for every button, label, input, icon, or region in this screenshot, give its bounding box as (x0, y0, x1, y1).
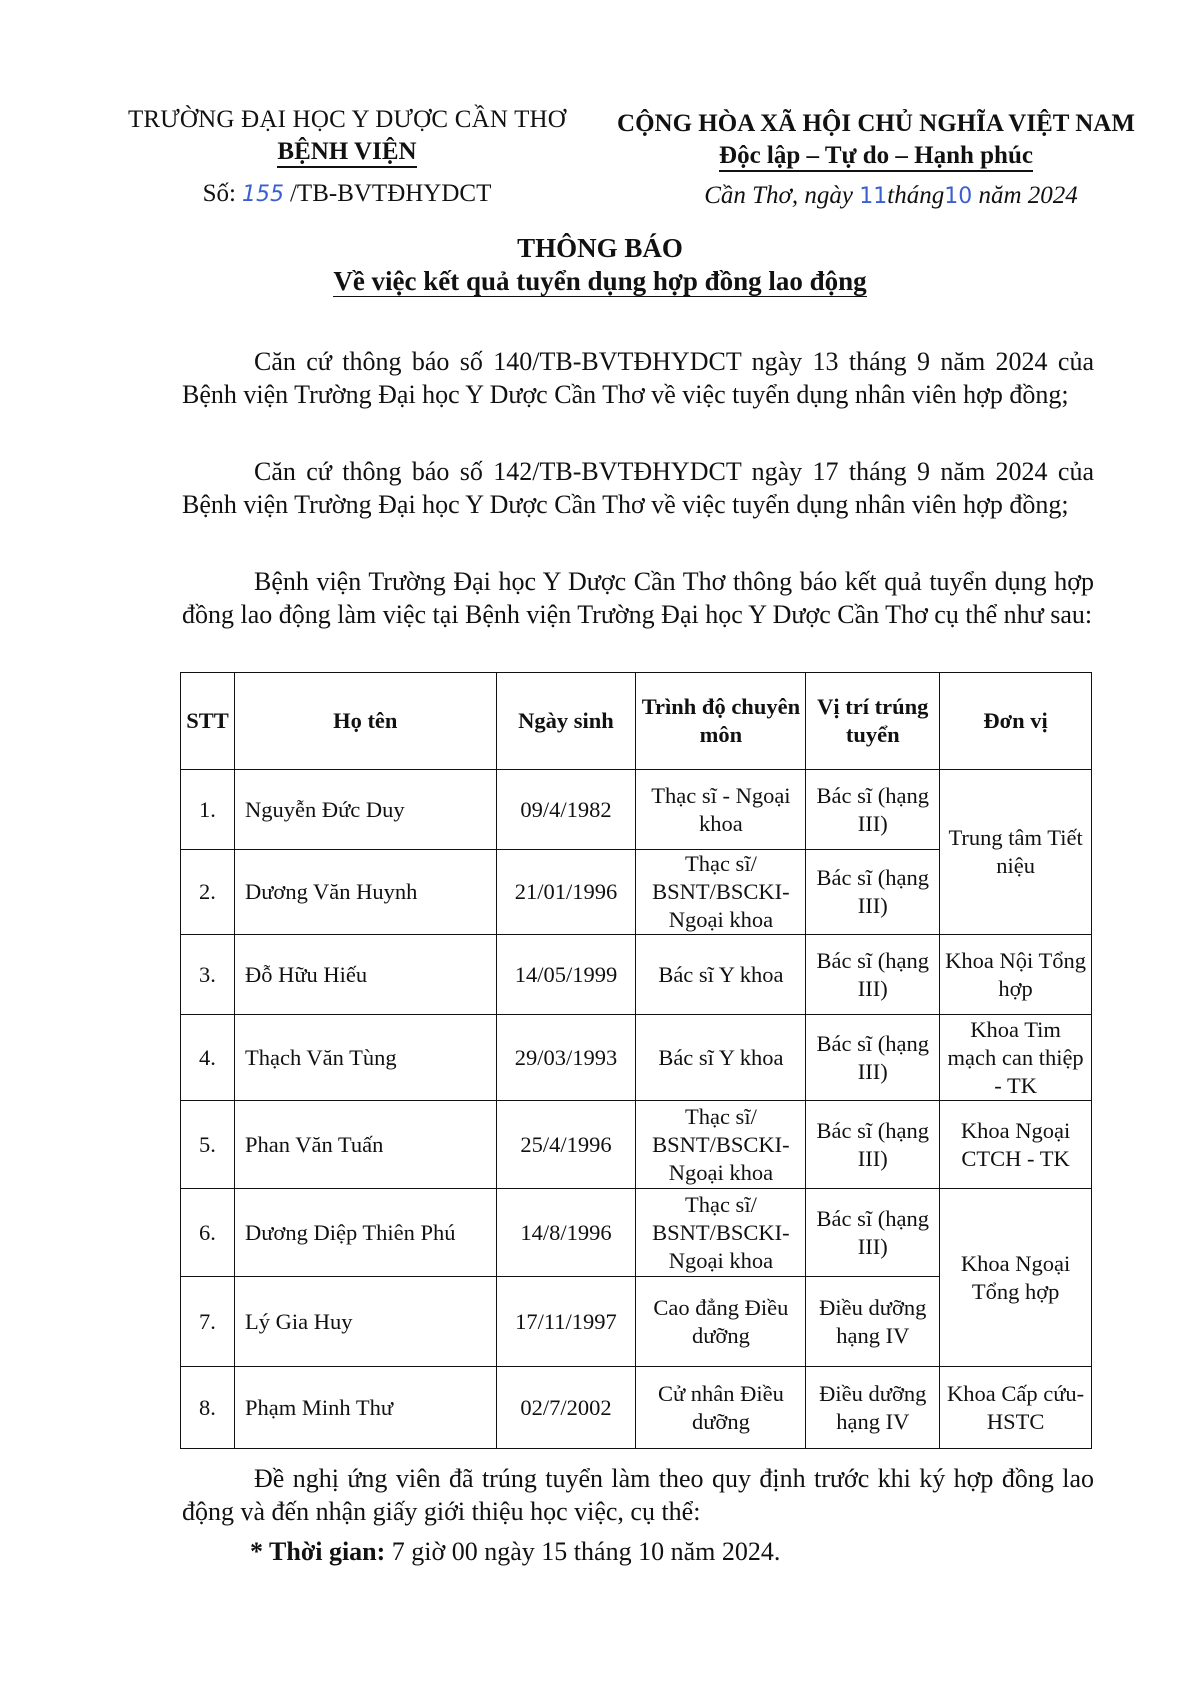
cell-unit: Khoa Ngoại CTCH - TK (940, 1101, 1092, 1189)
cell-stt: 8. (181, 1367, 235, 1449)
cell-name: Dương Văn Huynh (234, 850, 496, 935)
cell-position: Bác sĩ (hạng III) (806, 1015, 940, 1101)
cell-dob: 29/03/1993 (496, 1015, 636, 1101)
cell-qualification: Bác sĩ Y khoa (636, 935, 806, 1015)
paragraph-time (250, 1535, 780, 1568)
cell-dob: 17/11/1997 (496, 1277, 636, 1367)
cell-qualification: Bác sĩ Y khoa (636, 1015, 806, 1101)
column-header: STT (181, 673, 235, 770)
cell-name: Dương Diệp Thiên Phú (234, 1189, 496, 1277)
cell-unit: Khoa Tim mạch can thiệp - TK (940, 1015, 1092, 1101)
cell-name: Thạch Văn Tùng (234, 1015, 496, 1101)
cell-position: Điều dưỡng hạng IV (806, 1367, 940, 1449)
table-row (181, 935, 1092, 1015)
column-header: Họ tên (234, 673, 496, 770)
cell-position: Điều dưỡng hạng IV (806, 1277, 940, 1367)
cell-dob: 25/4/1996 (496, 1101, 636, 1189)
title-subject: Về việc kết quả tuyển dụng hợp đồng lao động (333, 266, 867, 296)
cell-stt: 5. (181, 1101, 235, 1189)
cell-position: Bác sĩ (hạng III) (806, 1101, 940, 1189)
cell-qualification: Cao đẳng Điều dưỡng (636, 1277, 806, 1367)
cell-dob: 02/7/2002 (496, 1367, 636, 1449)
document-title (0, 232, 1200, 298)
time-value: 7 giờ 00 ngày 15 tháng 10 năm 2024. (385, 1537, 781, 1566)
cell-name: Nguyễn Đức Duy (234, 770, 496, 850)
paragraph-basis-1: Căn cứ thông báo số 140/TB-BVTĐHYDCT ngày 13 tháng 9 năm 2024 của Bệnh viện Trường Đại học Y Dược Cần Thơ về việc tuyển dụng nhân viên hợp đồng; (182, 347, 1094, 409)
results-table (180, 672, 1092, 1449)
cell-qualification: Cử nhân Điều dưỡng (636, 1367, 806, 1449)
document-number: Số: 155 /TB-BVTĐHYDCT (202, 180, 492, 207)
cell-name: Phan Văn Tuấn (234, 1101, 496, 1189)
paragraph-announcement: Bệnh viện Trường Đại học Y Dược Cần Thơ thông báo kết quả tuyển dụng hợp đồng lao động làm việc tại Bệnh viện Trường Đại học Y Dược Cần Thơ cụ thể như sau: (182, 567, 1094, 629)
place-date: Cần Thơ, ngày 11tháng10 năm 2024 (704, 182, 1078, 209)
cell-position: Bác sĩ (hạng III) (806, 850, 940, 935)
handwritten-number: 155 (241, 182, 284, 207)
table-row (181, 1015, 1092, 1101)
column-header: Trình độ chuyên môn (636, 673, 806, 770)
cell-unit: Trung tâm Tiết niệu (940, 770, 1092, 935)
title-heading: THÔNG BÁO (517, 233, 683, 263)
time-label: * Thời gian: (250, 1537, 386, 1566)
cell-position: Bác sĩ (hạng III) (806, 770, 940, 850)
cell-position: Bác sĩ (hạng III) (806, 935, 940, 1015)
table-row (181, 1101, 1092, 1189)
column-header: Vị trí trúng tuyển (806, 673, 940, 770)
paragraph-basis-2: Căn cứ thông báo số 142/TB-BVTĐHYDCT ngày 17 tháng 9 năm 2024 của Bệnh viện Trường Đại học Y Dược Cần Thơ về việc tuyển dụng nhân viên hợp đồng; (182, 457, 1094, 519)
cell-dob: 09/4/1982 (496, 770, 636, 850)
table-row (181, 1189, 1092, 1277)
issuer-org: TRƯỜNG ĐẠI HỌC Y DƯỢC CẦN THƠ (127, 106, 567, 133)
cell-stt: 3. (181, 935, 235, 1015)
table-row (181, 770, 1092, 850)
cell-stt: 4. (181, 1015, 235, 1101)
cell-stt: 7. (181, 1277, 235, 1367)
cell-name: Phạm Minh Thư (234, 1367, 496, 1449)
table-header-row (181, 673, 1092, 770)
cell-name: Lý Gia Huy (234, 1277, 496, 1367)
cell-stt: 2. (181, 850, 235, 935)
handwritten-month: 10 (944, 184, 973, 209)
issuer-block (112, 104, 582, 211)
paragraph-request: Đề nghị ứng viên đã trúng tuyển làm theo quy định trước khi ký hợp đồng lao động và đến nhận giấy giới thiệu học việc, cụ thể: (182, 1464, 1094, 1526)
cell-qualification: Thạc sĩ/ BSNT/BSCKI- Ngoại khoa (636, 850, 806, 935)
cell-unit: Khoa Nội Tổng hợp (940, 935, 1092, 1015)
cell-name: Đỗ Hữu Hiếu (234, 935, 496, 1015)
cell-qualification: Thạc sĩ - Ngoại khoa (636, 770, 806, 850)
issuer-sub-org: BỆNH VIỆN (112, 136, 582, 168)
cell-dob: 14/05/1999 (496, 935, 636, 1015)
column-header: Ngày sinh (496, 673, 636, 770)
national-heading (596, 108, 1156, 213)
cell-position: Bác sĩ (hạng III) (806, 1189, 940, 1277)
cell-stt: 6. (181, 1189, 235, 1277)
cell-stt: 1. (181, 770, 235, 850)
cell-dob: 21/01/1996 (496, 850, 636, 935)
national-motto: Độc lập – Tự do – Hạnh phúc (596, 140, 1156, 172)
handwritten-day: 11 (859, 184, 888, 209)
nation-title: CỘNG HÒA XÃ HỘI CHỦ NGHĨA VIỆT NAM (617, 110, 1135, 137)
cell-unit: Khoa Cấp cứu-HSTC (940, 1367, 1092, 1449)
cell-dob: 14/8/1996 (496, 1189, 636, 1277)
column-header: Đơn vị (940, 673, 1092, 770)
table-row (181, 1367, 1092, 1449)
cell-qualification: Thạc sĩ/ BSNT/BSCKI- Ngoại khoa (636, 1189, 806, 1277)
cell-unit: Khoa Ngoại Tổng hợp (940, 1189, 1092, 1367)
cell-qualification: Thạc sĩ/ BSNT/BSCKI- Ngoại khoa (636, 1101, 806, 1189)
